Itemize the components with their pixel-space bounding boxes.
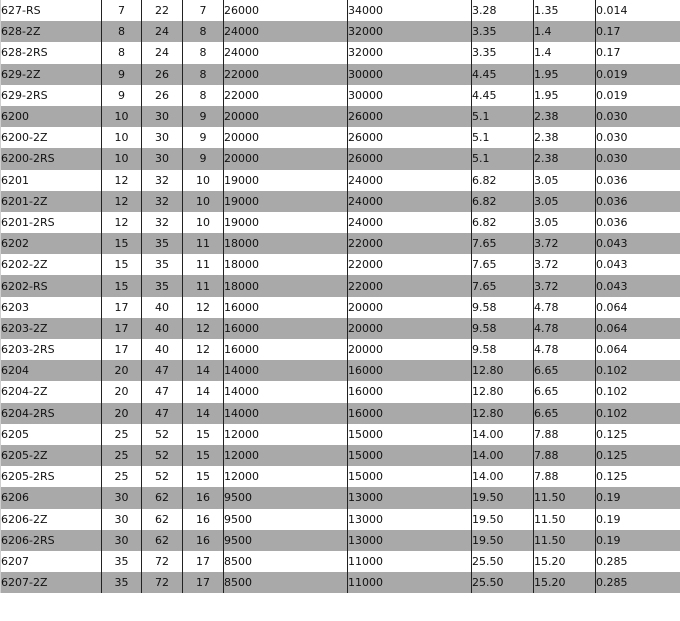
weight-cell: 0.030 <box>596 106 680 127</box>
load-a-cell: 14.00 <box>472 466 534 487</box>
load-b-cell: 1.95 <box>534 64 596 85</box>
load-a-cell: 6.82 <box>472 170 534 191</box>
outer-diameter-cell: 40 <box>142 318 183 339</box>
bore-diameter-cell: 9 <box>102 64 142 85</box>
weight-cell: 0.102 <box>596 381 680 402</box>
bearing-code-cell: 6200-2RS <box>1 148 102 169</box>
bore-diameter-cell: 12 <box>102 191 142 212</box>
table-body <box>1 0 680 593</box>
speed-a-cell: 20000 <box>224 106 348 127</box>
load-a-cell: 3.35 <box>472 21 534 42</box>
bearing-code-cell: 629-2RS <box>1 85 102 106</box>
weight-cell: 0.064 <box>596 318 680 339</box>
table-row <box>1 0 680 21</box>
table-row <box>1 424 680 445</box>
load-a-cell: 25.50 <box>472 551 534 572</box>
table-row <box>1 487 680 508</box>
table-row <box>1 360 680 381</box>
speed-a-cell: 19000 <box>224 212 348 233</box>
width-cell: 10 <box>183 212 224 233</box>
width-cell: 8 <box>183 85 224 106</box>
outer-diameter-cell: 26 <box>142 64 183 85</box>
weight-cell: 0.19 <box>596 530 680 551</box>
speed-b-cell: 15000 <box>348 466 472 487</box>
load-a-cell: 4.45 <box>472 64 534 85</box>
bore-diameter-cell: 30 <box>102 487 142 508</box>
load-a-cell: 12.80 <box>472 403 534 424</box>
load-a-cell: 25.50 <box>472 572 534 593</box>
load-a-cell: 19.50 <box>472 530 534 551</box>
bearing-code-cell: 6204 <box>1 360 102 381</box>
speed-a-cell: 12000 <box>224 466 348 487</box>
bore-diameter-cell: 15 <box>102 275 142 296</box>
width-cell: 14 <box>183 360 224 381</box>
weight-cell: 0.102 <box>596 403 680 424</box>
speed-b-cell: 32000 <box>348 21 472 42</box>
outer-diameter-cell: 52 <box>142 445 183 466</box>
bearing-code-cell: 6203-2RS <box>1 339 102 360</box>
load-b-cell: 7.88 <box>534 466 596 487</box>
width-cell: 16 <box>183 530 224 551</box>
bearing-code-cell: 6206-2RS <box>1 530 102 551</box>
weight-cell: 0.036 <box>596 191 680 212</box>
table-row <box>1 212 680 233</box>
table-row <box>1 233 680 254</box>
outer-diameter-cell: 47 <box>142 403 183 424</box>
load-a-cell: 9.58 <box>472 318 534 339</box>
load-b-cell: 6.65 <box>534 403 596 424</box>
load-b-cell: 15.20 <box>534 551 596 572</box>
bearing-code-cell: 629-2Z <box>1 64 102 85</box>
bore-diameter-cell: 30 <box>102 509 142 530</box>
weight-cell: 0.19 <box>596 487 680 508</box>
bearing-code-cell: 6203 <box>1 297 102 318</box>
load-a-cell: 7.65 <box>472 254 534 275</box>
speed-b-cell: 20000 <box>348 339 472 360</box>
outer-diameter-cell: 26 <box>142 85 183 106</box>
weight-cell: 0.030 <box>596 148 680 169</box>
speed-a-cell: 24000 <box>224 21 348 42</box>
speed-a-cell: 16000 <box>224 339 348 360</box>
speed-b-cell: 13000 <box>348 530 472 551</box>
speed-a-cell: 12000 <box>224 424 348 445</box>
bore-diameter-cell: 25 <box>102 424 142 445</box>
weight-cell: 0.036 <box>596 170 680 191</box>
table-row <box>1 509 680 530</box>
bore-diameter-cell: 25 <box>102 466 142 487</box>
table-row <box>1 530 680 551</box>
speed-a-cell: 14000 <box>224 381 348 402</box>
width-cell: 16 <box>183 509 224 530</box>
speed-a-cell: 24000 <box>224 42 348 63</box>
speed-a-cell: 16000 <box>224 297 348 318</box>
load-a-cell: 12.80 <box>472 381 534 402</box>
outer-diameter-cell: 72 <box>142 551 183 572</box>
bore-diameter-cell: 7 <box>102 0 142 21</box>
width-cell: 11 <box>183 233 224 254</box>
bearing-code-cell: 6205-2Z <box>1 445 102 466</box>
load-a-cell: 3.28 <box>472 0 534 21</box>
speed-a-cell: 20000 <box>224 127 348 148</box>
table-row <box>1 339 680 360</box>
bearing-code-cell: 6204-2Z <box>1 381 102 402</box>
speed-b-cell: 34000 <box>348 0 472 21</box>
load-b-cell: 11.50 <box>534 487 596 508</box>
outer-diameter-cell: 24 <box>142 42 183 63</box>
width-cell: 8 <box>183 21 224 42</box>
outer-diameter-cell: 62 <box>142 530 183 551</box>
speed-b-cell: 30000 <box>348 85 472 106</box>
speed-a-cell: 22000 <box>224 64 348 85</box>
width-cell: 17 <box>183 572 224 593</box>
speed-a-cell: 18000 <box>224 233 348 254</box>
outer-diameter-cell: 47 <box>142 360 183 381</box>
bearing-code-cell: 6206-2Z <box>1 509 102 530</box>
bearing-code-cell: 6202-2Z <box>1 254 102 275</box>
weight-cell: 0.17 <box>596 42 680 63</box>
speed-a-cell: 26000 <box>224 0 348 21</box>
bearing-code-cell: 6205 <box>1 424 102 445</box>
load-b-cell: 15.20 <box>534 572 596 593</box>
table-row <box>1 106 680 127</box>
width-cell: 9 <box>183 148 224 169</box>
load-b-cell: 1.95 <box>534 85 596 106</box>
bearing-code-cell: 6207 <box>1 551 102 572</box>
bore-diameter-cell: 35 <box>102 572 142 593</box>
speed-b-cell: 22000 <box>348 254 472 275</box>
bore-diameter-cell: 20 <box>102 381 142 402</box>
outer-diameter-cell: 24 <box>142 21 183 42</box>
outer-diameter-cell: 52 <box>142 424 183 445</box>
bore-diameter-cell: 17 <box>102 318 142 339</box>
outer-diameter-cell: 30 <box>142 127 183 148</box>
speed-b-cell: 20000 <box>348 297 472 318</box>
width-cell: 14 <box>183 403 224 424</box>
load-b-cell: 4.78 <box>534 297 596 318</box>
weight-cell: 0.043 <box>596 275 680 296</box>
width-cell: 17 <box>183 551 224 572</box>
load-a-cell: 14.00 <box>472 445 534 466</box>
table-row <box>1 170 680 191</box>
bore-diameter-cell: 35 <box>102 551 142 572</box>
table-row <box>1 403 680 424</box>
load-a-cell: 14.00 <box>472 424 534 445</box>
speed-a-cell: 14000 <box>224 403 348 424</box>
load-a-cell: 9.58 <box>472 339 534 360</box>
bore-diameter-cell: 15 <box>102 233 142 254</box>
weight-cell: 0.036 <box>596 212 680 233</box>
bore-diameter-cell: 10 <box>102 127 142 148</box>
bore-diameter-cell: 17 <box>102 297 142 318</box>
table-row <box>1 551 680 572</box>
width-cell: 15 <box>183 445 224 466</box>
speed-a-cell: 20000 <box>224 148 348 169</box>
load-a-cell: 9.58 <box>472 297 534 318</box>
table-row <box>1 381 680 402</box>
load-b-cell: 3.05 <box>534 191 596 212</box>
weight-cell: 0.019 <box>596 85 680 106</box>
weight-cell: 0.125 <box>596 445 680 466</box>
bearing-code-cell: 628-2Z <box>1 21 102 42</box>
weight-cell: 0.064 <box>596 339 680 360</box>
outer-diameter-cell: 62 <box>142 509 183 530</box>
bearing-code-cell: 627-RS <box>1 0 102 21</box>
load-b-cell: 3.72 <box>534 275 596 296</box>
load-b-cell: 2.38 <box>534 106 596 127</box>
speed-b-cell: 16000 <box>348 360 472 381</box>
table-row <box>1 42 680 63</box>
weight-cell: 0.043 <box>596 254 680 275</box>
load-b-cell: 6.65 <box>534 360 596 381</box>
weight-cell: 0.043 <box>596 233 680 254</box>
outer-diameter-cell: 32 <box>142 170 183 191</box>
speed-b-cell: 24000 <box>348 212 472 233</box>
bore-diameter-cell: 8 <box>102 42 142 63</box>
load-a-cell: 7.65 <box>472 275 534 296</box>
speed-b-cell: 22000 <box>348 275 472 296</box>
bearing-code-cell: 6201 <box>1 170 102 191</box>
speed-b-cell: 20000 <box>348 318 472 339</box>
load-b-cell: 2.38 <box>534 127 596 148</box>
width-cell: 16 <box>183 487 224 508</box>
width-cell: 12 <box>183 297 224 318</box>
bore-diameter-cell: 15 <box>102 254 142 275</box>
width-cell: 7 <box>183 0 224 21</box>
bore-diameter-cell: 17 <box>102 339 142 360</box>
load-a-cell: 5.1 <box>472 127 534 148</box>
width-cell: 8 <box>183 64 224 85</box>
bearing-code-cell: 6202-RS <box>1 275 102 296</box>
speed-b-cell: 15000 <box>348 424 472 445</box>
bearing-code-cell: 6203-2Z <box>1 318 102 339</box>
bearing-code-cell: 628-2RS <box>1 42 102 63</box>
outer-diameter-cell: 40 <box>142 297 183 318</box>
width-cell: 15 <box>183 466 224 487</box>
speed-a-cell: 14000 <box>224 360 348 381</box>
outer-diameter-cell: 40 <box>142 339 183 360</box>
width-cell: 12 <box>183 318 224 339</box>
table-row <box>1 21 680 42</box>
table-row <box>1 148 680 169</box>
bore-diameter-cell: 9 <box>102 85 142 106</box>
load-b-cell: 1.35 <box>534 0 596 21</box>
speed-a-cell: 8500 <box>224 572 348 593</box>
bore-diameter-cell: 12 <box>102 170 142 191</box>
table-row <box>1 191 680 212</box>
speed-b-cell: 26000 <box>348 127 472 148</box>
speed-b-cell: 24000 <box>348 191 472 212</box>
speed-b-cell: 26000 <box>348 148 472 169</box>
weight-cell: 0.17 <box>596 21 680 42</box>
load-a-cell: 19.50 <box>472 509 534 530</box>
speed-a-cell: 9500 <box>224 487 348 508</box>
weight-cell: 0.019 <box>596 64 680 85</box>
bearing-code-cell: 6201-2Z <box>1 191 102 212</box>
load-b-cell: 11.50 <box>534 509 596 530</box>
speed-a-cell: 18000 <box>224 275 348 296</box>
table-row <box>1 127 680 148</box>
bearing-code-cell: 6206 <box>1 487 102 508</box>
bore-diameter-cell: 20 <box>102 403 142 424</box>
weight-cell: 0.285 <box>596 551 680 572</box>
speed-b-cell: 30000 <box>348 64 472 85</box>
load-b-cell: 4.78 <box>534 318 596 339</box>
bore-diameter-cell: 10 <box>102 106 142 127</box>
load-b-cell: 7.88 <box>534 424 596 445</box>
load-b-cell: 1.4 <box>534 21 596 42</box>
table-row <box>1 572 680 593</box>
load-b-cell: 2.38 <box>534 148 596 169</box>
outer-diameter-cell: 35 <box>142 233 183 254</box>
bearing-code-cell: 6207-2Z <box>1 572 102 593</box>
width-cell: 10 <box>183 170 224 191</box>
table-row <box>1 85 680 106</box>
bearing-code-cell: 6202 <box>1 233 102 254</box>
speed-b-cell: 15000 <box>348 445 472 466</box>
load-b-cell: 7.88 <box>534 445 596 466</box>
speed-b-cell: 16000 <box>348 403 472 424</box>
bearing-code-cell: 6201-2RS <box>1 212 102 233</box>
weight-cell: 0.125 <box>596 466 680 487</box>
bearing-code-cell: 6204-2RS <box>1 403 102 424</box>
table-row <box>1 297 680 318</box>
speed-b-cell: 11000 <box>348 572 472 593</box>
load-b-cell: 3.72 <box>534 254 596 275</box>
outer-diameter-cell: 35 <box>142 275 183 296</box>
speed-a-cell: 18000 <box>224 254 348 275</box>
speed-b-cell: 32000 <box>348 42 472 63</box>
table-row <box>1 275 680 296</box>
weight-cell: 0.102 <box>596 360 680 381</box>
outer-diameter-cell: 35 <box>142 254 183 275</box>
width-cell: 12 <box>183 339 224 360</box>
load-b-cell: 11.50 <box>534 530 596 551</box>
load-a-cell: 6.82 <box>472 212 534 233</box>
speed-a-cell: 9500 <box>224 509 348 530</box>
speed-b-cell: 26000 <box>348 106 472 127</box>
table-row <box>1 254 680 275</box>
speed-a-cell: 12000 <box>224 445 348 466</box>
load-a-cell: 5.1 <box>472 106 534 127</box>
bore-diameter-cell: 8 <box>102 21 142 42</box>
speed-a-cell: 16000 <box>224 318 348 339</box>
load-a-cell: 7.65 <box>472 233 534 254</box>
speed-b-cell: 16000 <box>348 381 472 402</box>
width-cell: 10 <box>183 191 224 212</box>
width-cell: 9 <box>183 106 224 127</box>
load-b-cell: 3.05 <box>534 170 596 191</box>
load-a-cell: 4.45 <box>472 85 534 106</box>
speed-a-cell: 19000 <box>224 170 348 191</box>
outer-diameter-cell: 30 <box>142 106 183 127</box>
speed-b-cell: 11000 <box>348 551 472 572</box>
outer-diameter-cell: 72 <box>142 572 183 593</box>
load-b-cell: 3.72 <box>534 233 596 254</box>
width-cell: 11 <box>183 254 224 275</box>
load-a-cell: 3.35 <box>472 42 534 63</box>
table-row <box>1 64 680 85</box>
outer-diameter-cell: 32 <box>142 212 183 233</box>
bore-diameter-cell: 12 <box>102 212 142 233</box>
width-cell: 8 <box>183 42 224 63</box>
load-a-cell: 5.1 <box>472 148 534 169</box>
load-b-cell: 3.05 <box>534 212 596 233</box>
outer-diameter-cell: 52 <box>142 466 183 487</box>
weight-cell: 0.064 <box>596 297 680 318</box>
bore-diameter-cell: 20 <box>102 360 142 381</box>
width-cell: 14 <box>183 381 224 402</box>
table-row <box>1 318 680 339</box>
speed-a-cell: 8500 <box>224 551 348 572</box>
load-a-cell: 6.82 <box>472 191 534 212</box>
bearing-code-cell: 6205-2RS <box>1 466 102 487</box>
weight-cell: 0.285 <box>596 572 680 593</box>
speed-a-cell: 22000 <box>224 85 348 106</box>
bore-diameter-cell: 10 <box>102 148 142 169</box>
speed-b-cell: 13000 <box>348 487 472 508</box>
speed-b-cell: 13000 <box>348 509 472 530</box>
load-a-cell: 12.80 <box>472 360 534 381</box>
bore-diameter-cell: 25 <box>102 445 142 466</box>
outer-diameter-cell: 62 <box>142 487 183 508</box>
load-b-cell: 6.65 <box>534 381 596 402</box>
width-cell: 15 <box>183 424 224 445</box>
weight-cell: 0.125 <box>596 424 680 445</box>
speed-b-cell: 24000 <box>348 170 472 191</box>
table-row <box>1 466 680 487</box>
bearing-code-cell: 6200 <box>1 106 102 127</box>
weight-cell: 0.014 <box>596 0 680 21</box>
outer-diameter-cell: 22 <box>142 0 183 21</box>
outer-diameter-cell: 30 <box>142 148 183 169</box>
bore-diameter-cell: 30 <box>102 530 142 551</box>
load-a-cell: 19.50 <box>472 487 534 508</box>
table-row <box>1 445 680 466</box>
outer-diameter-cell: 32 <box>142 191 183 212</box>
speed-b-cell: 22000 <box>348 233 472 254</box>
speed-a-cell: 19000 <box>224 191 348 212</box>
bearing-code-cell: 6200-2Z <box>1 127 102 148</box>
weight-cell: 0.19 <box>596 509 680 530</box>
width-cell: 11 <box>183 275 224 296</box>
load-b-cell: 4.78 <box>534 339 596 360</box>
load-b-cell: 1.4 <box>534 42 596 63</box>
speed-a-cell: 9500 <box>224 530 348 551</box>
weight-cell: 0.030 <box>596 127 680 148</box>
width-cell: 9 <box>183 127 224 148</box>
outer-diameter-cell: 47 <box>142 381 183 402</box>
